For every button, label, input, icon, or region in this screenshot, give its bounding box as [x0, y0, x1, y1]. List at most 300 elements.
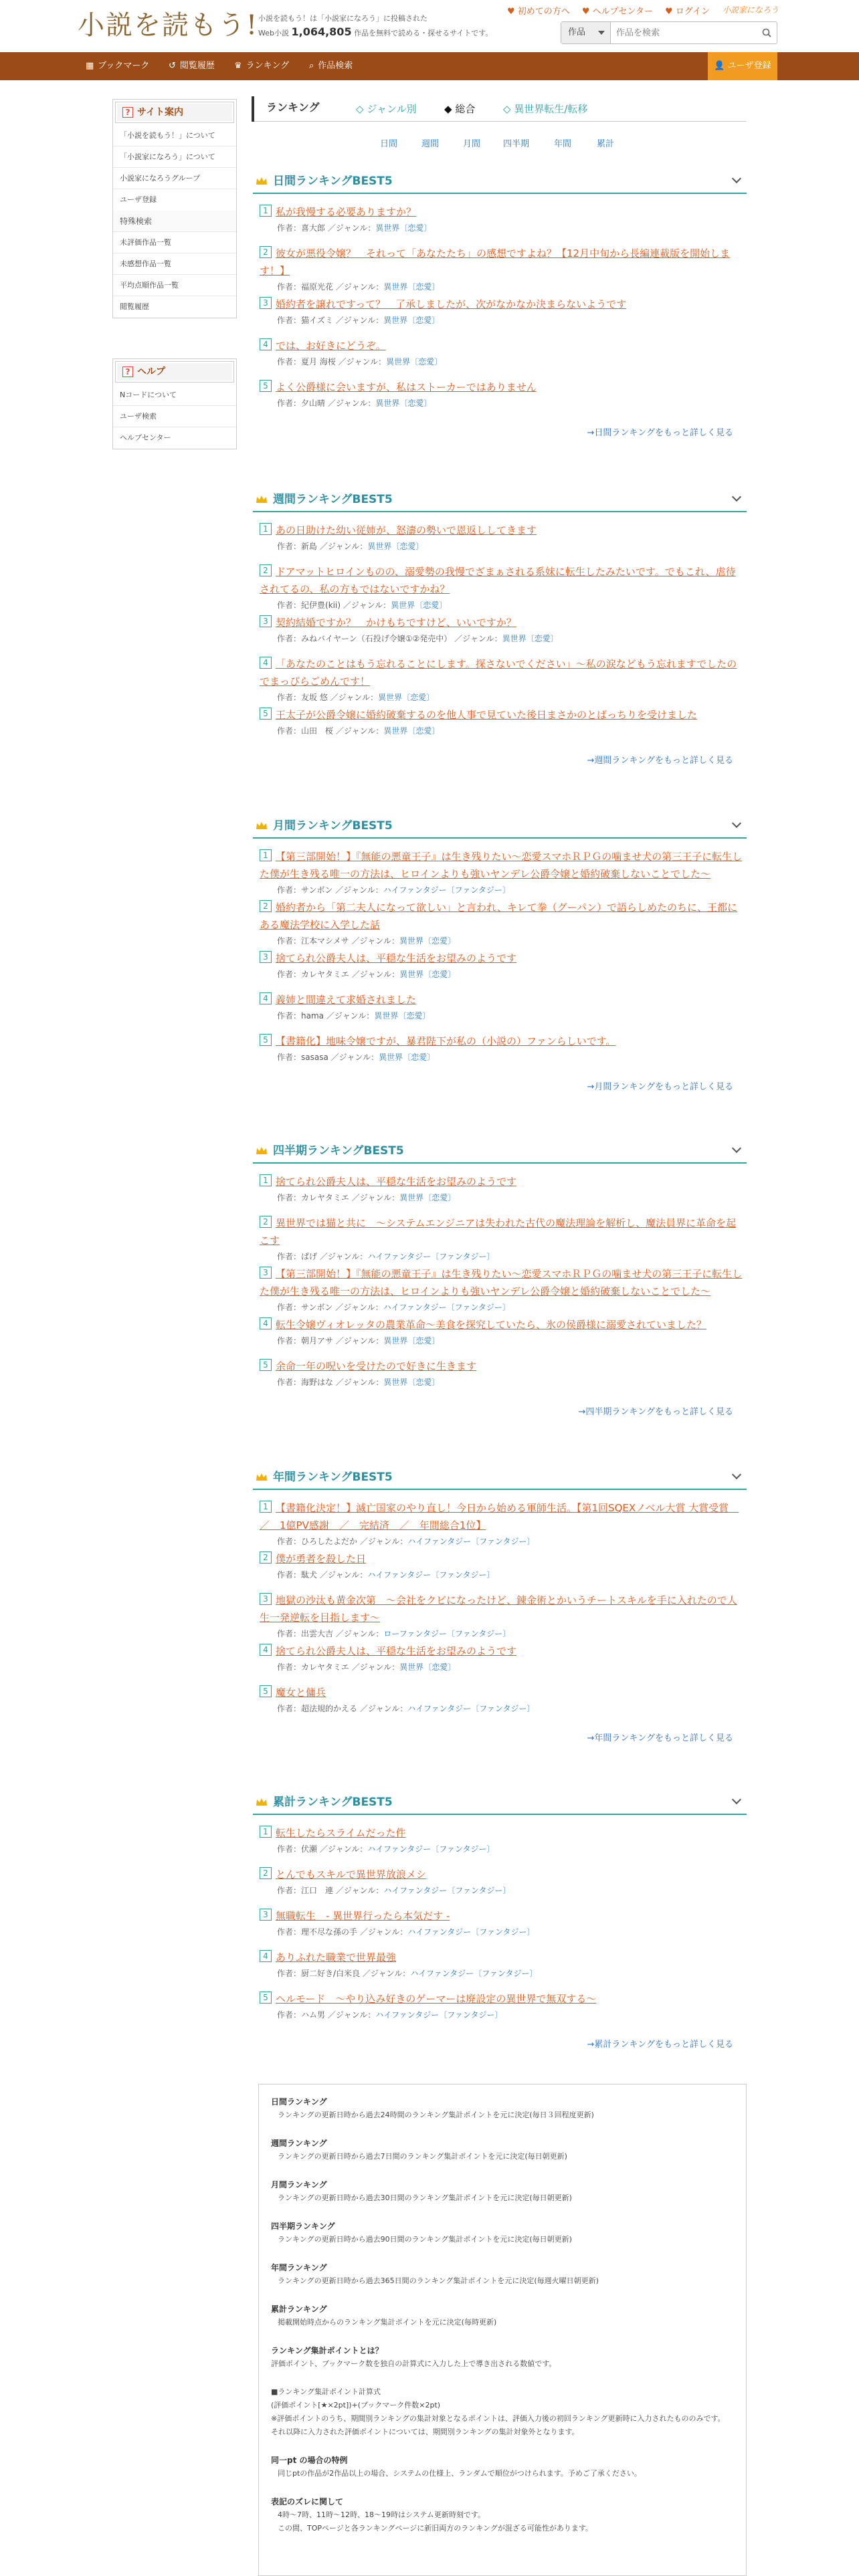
genre-label: ジャンル： — [343, 726, 384, 736]
genre-link[interactable]: ハイファンタジー〔ファンタジー〕 — [407, 1704, 535, 1713]
search-icon — [762, 28, 771, 37]
author-label: 作者： — [277, 542, 302, 551]
rank-badge: 3 — [260, 951, 272, 963]
rank-badge: 5 — [260, 1359, 272, 1371]
author-link[interactable]: 海野はな — [301, 1378, 334, 1387]
note-monthly-body: ランキングの更新日時から過去30日間のランキング集計ポイントを元に決定(毎日朝更新) — [278, 2193, 572, 2202]
ranking-item — [260, 563, 743, 613]
work-title-link[interactable]: 転生令嬢ヴィオレッタの農業革命～美食を探究していたら、氷の侯爵様に溺愛されていました？ — [276, 1319, 706, 1331]
chevron-down-icon[interactable] — [732, 1795, 741, 1804]
sidebar-guide-title-text: サイト案内 — [137, 107, 184, 118]
rank-badge: 1 — [260, 849, 272, 861]
work-title-link[interactable]: 【書籍化】地味令嬢ですが、暴君陛下が私の（小説の）ファンらしいです。 — [276, 1035, 616, 1047]
note-calc-remark-1: ※評価ポイントのうち、期間別ランキングの集計対象となるポイントは、評価入力後の初回ランキング更新時に入力されたもののみです。 — [271, 2414, 725, 2423]
author-link[interactable]: 夏月 海桜 — [301, 357, 336, 366]
work-title-link[interactable]: 義姉と間違えて求婚されました — [276, 994, 417, 1006]
note-tie-heading: 同一pt の場合の特例 — [271, 2456, 348, 2465]
work-title-link[interactable]: 捨てられ公爵夫人は、平穏な生活をお望みのようです — [276, 952, 517, 964]
author-label: 作者： — [277, 1969, 302, 1978]
author-label: 作者： — [277, 885, 302, 895]
genre-label: ジャンル： — [346, 357, 387, 366]
author-link[interactable]: 江本マシメサ — [301, 936, 349, 946]
ranking-item — [260, 522, 743, 554]
ranking-item — [260, 1173, 743, 1205]
sidebar-help-title-text: ヘルプ — [137, 366, 165, 377]
ranking-item — [260, 1990, 743, 2022]
author-link[interactable]: 喜大郎 — [301, 223, 326, 233]
work-title-link[interactable]: 契約結婚ですか？ かけもちですけど、いいですか？ — [276, 617, 516, 629]
author-link[interactable]: 紀伊豊(kii) — [301, 601, 341, 610]
work-title-link[interactable]: 無職転生 - 異世界行ったら本気だす - — [276, 1910, 450, 1922]
ranking-item — [260, 950, 743, 982]
ranking-item — [260, 1642, 743, 1675]
rank-badge: 5 — [260, 708, 272, 720]
subtab-weekly[interactable]: 週間 — [421, 139, 440, 149]
author-label: 作者： — [277, 1704, 302, 1713]
top-links — [507, 4, 710, 17]
genre-link[interactable]: 異世界〔恋愛〕 — [375, 223, 432, 233]
genre-label: ジャンル： — [343, 1629, 384, 1638]
genre-label: ジャンル： — [327, 542, 368, 551]
ranking-item — [260, 1866, 743, 1898]
genre-link[interactable]: 異世界〔恋愛〕 — [379, 1053, 436, 1062]
author-label: 作者： — [277, 399, 302, 408]
tagline-suffix: 作品を無料で読める・探せるサイトです。 — [354, 29, 493, 37]
ranking-item — [260, 991, 743, 1023]
rank-badge: 4 — [260, 1644, 272, 1656]
rank-badge: 2 — [260, 1867, 272, 1879]
bookmark-icon: ▦ — [86, 61, 94, 71]
sidebar-item-register[interactable]: ユーザ登録 — [120, 195, 157, 204]
note-point-body: 評価ポイント、ブックマーク数を独自の計算式に入力した上で導き出される数値です。 — [271, 2359, 557, 2368]
sidebar-help-title — [116, 362, 233, 382]
note-yearly-heading: 年間ランキング — [271, 2263, 327, 2272]
author-link[interactable]: カレヤタミエ — [301, 970, 349, 979]
genre-label: ジャンル： — [327, 1252, 368, 1261]
author-link[interactable]: サンボン — [301, 885, 333, 895]
genre-label: ジャンル： — [343, 1303, 383, 1312]
genre-link[interactable]: ハイファンタジー〔ファンタジー〕 — [410, 1969, 538, 1978]
note-calc-heading: ■ランキング集計ポイント計算式 — [271, 2387, 381, 2396]
work-title-link[interactable]: 婚約者から「第二夫人になって欲しい」と言われ、キレて拳（グーパン）で語らしめたのちに、王都にある魔法学校に入学した話 — [260, 901, 738, 931]
work-meta: 作者：sasasa ／ジャンル：異世界〔恋愛〕 — [277, 1053, 436, 1062]
site-tagline — [258, 12, 492, 40]
note-quarter-heading: 四半期ランキング — [271, 2222, 335, 2231]
rank-badge: 1 — [260, 205, 272, 217]
genre-link[interactable]: 異世界〔恋愛〕 — [383, 282, 440, 292]
subtab-monthly[interactable]: 月間 — [463, 139, 481, 149]
genre-label: ジャンル： — [327, 1570, 368, 1580]
author-link[interactable]: ぱげ — [301, 1252, 318, 1261]
author-link[interactable]: ひろしたよだか — [301, 1537, 358, 1546]
genre-link[interactable]: 異世界〔恋愛〕 — [378, 693, 435, 702]
nav-bookmark-label: ブックマーク — [98, 61, 150, 71]
rank-badge: 2 — [260, 564, 272, 576]
author-label: 作者： — [277, 1053, 302, 1062]
ranking-item — [260, 706, 743, 738]
work-meta: 作者：夕山晴 ／ジャンル：異世界〔恋愛〕 — [277, 399, 432, 408]
work-title-link[interactable]: 【第三部開始！】『無能の悪童王子』は生き残りたい～恋愛スマホＲＰＧの噛ませ犬の第三王子に転生した僕が生き残る唯一の方法は、ヒロインよりも強いヤンデレ公爵令嬢と婚約破棄しないことでした～ — [260, 1268, 743, 1297]
author-link[interactable]: みねバイヤーン（石投げ令嬢①②発売中） — [301, 634, 452, 643]
tab-isekai[interactable]: ◇ 異世界転生/転移 — [503, 103, 588, 115]
note-lag-body-1: 4時〜7時、11時〜12時、18〜19時はシステム更新時刻です。 — [278, 2510, 486, 2519]
author-label: 作者： — [277, 726, 302, 736]
rank-badge: 3 — [260, 1593, 272, 1605]
ranking-item — [260, 655, 743, 705]
search-input[interactable] — [611, 22, 757, 43]
work-meta: 作者：カレヤタミエ ／ジャンル：異世界〔恋愛〕 — [277, 970, 456, 979]
nav-ranking[interactable] — [234, 52, 289, 80]
author-label: 作者： — [277, 2010, 302, 2020]
work-meta: 作者：カレヤタミエ ／ジャンル：異世界〔恋愛〕 — [277, 1662, 456, 1672]
ranking-item — [260, 337, 743, 369]
ranking-item — [260, 1214, 743, 1264]
tab-genre-label: ジャンル別 — [367, 103, 417, 115]
chevron-down-icon[interactable] — [732, 819, 741, 828]
section-heading[interactable] — [253, 815, 747, 839]
work-title-link[interactable]: 婚約者を譲れですって？ 了承しましたが、次がなかなか決まらないようです — [276, 298, 627, 310]
section-title: 月間ランキングBEST5 — [273, 819, 393, 833]
rank-badge: 4 — [260, 338, 272, 350]
chevron-down-icon[interactable] — [732, 1470, 741, 1479]
nav-search-label: 作品検索 — [318, 61, 353, 71]
note-weekly-heading: 週間ランキング — [271, 2139, 327, 2148]
work-meta: 作者：ぱげ ／ジャンル：ハイファンタジー〔ファンタジー〕 — [277, 1252, 495, 1261]
rank-badge: 1 — [260, 523, 272, 535]
genre-link[interactable]: 異世界〔恋愛〕 — [367, 542, 424, 551]
nav-history-label: 閲覧履歴 — [179, 61, 215, 71]
nav-search[interactable] — [309, 52, 353, 80]
genre-label: ジャンル： — [334, 1011, 375, 1021]
author-link[interactable]: ハム男 — [301, 2010, 326, 2020]
link-login-label: ログイン — [675, 7, 710, 17]
work-meta: 作者：ハム男 ／ジャンル：ハイファンタジー〔ファンタジー〕 — [277, 2010, 503, 2020]
author-link[interactable]: 伏瀬 — [301, 1844, 318, 1854]
ranking-item — [260, 1499, 743, 1549]
rank-badge: 2 — [260, 246, 272, 258]
work-meta: 作者：超法規的かえる ／ジャンル：ハイファンタジー〔ファンタジー〕 — [277, 1704, 535, 1713]
genre-link[interactable]: 異世界〔恋愛〕 — [502, 634, 559, 643]
genre-label: ジャンル： — [335, 399, 376, 408]
section-heading[interactable] — [253, 1791, 747, 1815]
more-ranking-link[interactable]: →年間ランキングをもっと詳しく見る — [587, 1733, 733, 1743]
more-ranking-link[interactable]: →日間ランキングをもっと詳しく見る — [587, 428, 733, 438]
genre-label: ジャンル： — [335, 223, 376, 233]
ranking-notes — [258, 2084, 747, 2576]
work-meta: 作者：理不尽な孫の手 ／ジャンル：ハイファンタジー〔ファンタジー〕 — [277, 1927, 535, 1937]
search-box — [561, 21, 777, 44]
note-monthly-heading: 月間ランキング — [271, 2180, 327, 2189]
sidebar-item-group[interactable]: 小説家になろうグループ — [113, 168, 236, 189]
genre-label: ジャンル： — [343, 885, 383, 895]
author-label: 作者： — [277, 936, 302, 946]
ranking-item — [260, 1358, 743, 1390]
ranking-item — [260, 1684, 743, 1716]
work-title-link[interactable]: あの日助けた幼い従姉が、怒濤の勢いで恩返ししてきます — [276, 524, 537, 536]
work-title-link[interactable]: 彼女が悪役令嬢？ それって「あなたたち」の感想ですよね？【12月中旬から長編連載版を開始します！】 — [260, 247, 731, 277]
work-title-link[interactable]: ドアマットヒロインものの、溺愛勢の我慢でざまぁされる系妹に転生したみたいです。でもこれ、虐待されてるの、私の方もではないですかね？ — [260, 566, 736, 595]
author-link[interactable]: 夕山晴 — [301, 399, 326, 408]
nav-bookmark[interactable] — [86, 52, 149, 80]
section-title: 四半期ランキングBEST5 — [273, 1144, 404, 1158]
work-title-link[interactable]: 転生したらスライムだった件 — [276, 1827, 406, 1839]
genre-label: ジャンル： — [335, 2010, 376, 2020]
author-link[interactable]: 理不尽な孫の手 — [301, 1927, 358, 1937]
work-title-link[interactable]: よく公爵様に会いますが、私はストーカーではありません — [276, 381, 537, 393]
author-link[interactable]: カレヤタミエ — [301, 1193, 349, 1202]
genre-link[interactable]: 異世界〔恋愛〕 — [383, 726, 440, 736]
work-meta: 作者：朝月アサ ／ジャンル：異世界〔恋愛〕 — [277, 1336, 440, 1346]
more-ranking-link[interactable]: →週間ランキングをもっと詳しく見る — [587, 756, 733, 766]
author-link[interactable]: 福原光花 — [301, 282, 334, 292]
genre-link[interactable]: ハイファンタジー〔ファンタジー〕 — [407, 1927, 535, 1937]
author-label: 作者： — [277, 1378, 302, 1387]
rank-badge: 5 — [260, 1034, 272, 1046]
genre-link[interactable]: 異世界〔恋愛〕 — [391, 601, 448, 610]
sidebar-item-no-review[interactable]: 未感想作品一覧 — [113, 253, 236, 275]
note-total-body: 掲載開始時点からのランキング集計ポイントを元に決定(毎時更新) — [278, 2318, 497, 2327]
author-label: 作者： — [277, 1303, 302, 1312]
genre-link[interactable]: ハイファンタジー〔ファンタジー〕 — [375, 2010, 503, 2020]
author-label: 作者： — [277, 357, 302, 366]
register-button[interactable] — [708, 52, 777, 80]
work-title-link[interactable]: 王太子が公爵令嬢に婚約破棄するのを他人事で見ていた後日まさかのとばっちりを受けました — [276, 709, 698, 721]
genre-link[interactable]: ハイファンタジー〔ファンタジー〕 — [383, 1886, 511, 1895]
more-ranking-link[interactable]: →四半期ランキングをもっと詳しく見る — [578, 1407, 733, 1417]
author-link[interactable]: 駄犬 — [301, 1570, 318, 1580]
genre-label: ジャンル： — [359, 970, 400, 979]
user-icon: 👤 — [714, 61, 725, 71]
work-title-link[interactable]: 余命一年の呪いを受けたので好きに生きます — [276, 1360, 477, 1372]
genre-link[interactable]: 異世界〔恋愛〕 — [383, 1378, 440, 1387]
sidebar-item-history[interactable]: 閲覧履歴 — [120, 302, 149, 311]
work-title-link[interactable]: では、お好きにどうぞ。 — [276, 340, 386, 352]
ranking-tabbar — [252, 96, 747, 122]
author-label: 作者： — [277, 1193, 302, 1202]
work-meta: 作者：カレヤタミエ ／ジャンル：異世界〔恋愛〕 — [277, 1193, 456, 1202]
work-title-link[interactable]: 捨てられ公爵夫人は、平穏な生活をお望みのようです — [276, 1176, 517, 1188]
author-label: 作者： — [277, 282, 302, 292]
note-lag-body-2: この間、TOPページと各ランキングページに新旧両方のランキングが混ざる可能性があります。 — [278, 2524, 593, 2533]
crown-icon: ♛ — [234, 61, 242, 71]
genre-link[interactable]: 異世界〔恋愛〕 — [383, 1336, 440, 1346]
genre-link[interactable]: ローファンタジー〔ファンタジー〕 — [383, 1629, 511, 1638]
tab-genre[interactable]: ◇ ジャンル別 — [356, 103, 417, 115]
author-label: 作者： — [277, 1886, 302, 1895]
ranking-item — [260, 1316, 743, 1348]
sidebar-item-user-search[interactable]: ユーザ検索 — [113, 406, 236, 427]
genre-label: ジャンル： — [343, 316, 384, 325]
sidebar-guide-title — [116, 102, 233, 122]
work-meta: 作者：厨二好き/白米良 ／ジャンル：ハイファンタジー〔ファンタジー〕 — [277, 1969, 538, 1978]
author-link[interactable]: 山田 桜 — [301, 726, 334, 736]
sidebar-item-help-center[interactable]: ヘルプセンター — [120, 433, 171, 442]
work-title-link[interactable]: 私が我慢する必要ありますか？ — [276, 206, 417, 218]
author-link[interactable]: hama — [301, 1011, 324, 1021]
sister-site-logo[interactable]: 小説家になろう — [723, 5, 779, 15]
author-link[interactable]: 出雲大吉 — [301, 1629, 334, 1638]
search-icon: ⌕ — [309, 61, 314, 71]
genre-link[interactable]: 異世界〔恋愛〕 — [399, 1193, 456, 1202]
work-title-link[interactable]: ありふれた職業で世界最強 — [276, 1951, 397, 1963]
rank-badge: 3 — [260, 1909, 272, 1921]
author-link[interactable]: sasasa — [301, 1053, 328, 1062]
author-label: 作者： — [277, 1844, 302, 1854]
tagline-prefix: Web小説 — [258, 29, 289, 37]
work-meta: 作者：みねバイヤーン（石投げ令嬢①②発売中） ／ジャンル：異世界〔恋愛〕 — [277, 634, 559, 643]
author-link[interactable]: カレヤタミエ — [301, 1662, 349, 1672]
sidebar-item-about-yomou[interactable]: 「小説を読もう！」について — [113, 125, 236, 146]
work-title-link[interactable]: 【第三部開始！】『無能の悪童王子』は生き残りたい～恋愛スマホＲＰＧの噛ませ犬の第三王子に転生した僕が生き残る唯一の方法は、ヒロインよりも強いヤンデレ公爵令嬢と婚約破棄しないことでした～ — [260, 851, 743, 880]
work-meta: 作者：福原光花 ／ジャンル：異世界〔恋愛〕 — [277, 282, 440, 292]
search-button[interactable] — [757, 22, 777, 43]
author-link[interactable]: 江口 連 — [301, 1886, 334, 1895]
rank-badge: 1 — [260, 1826, 272, 1838]
work-title-link[interactable]: ヘルモード ～やり込み好きのゲーマーは廃設定の異世界で無双する～ — [276, 1993, 597, 2005]
nav-history[interactable] — [169, 52, 215, 80]
genre-link[interactable]: ハイファンタジー〔ファンタジー〕 — [407, 1537, 535, 1546]
section-heading[interactable] — [253, 170, 747, 194]
section-heading[interactable] — [253, 488, 747, 512]
work-title-link[interactable]: 異世界では猫と共に ～システムエンジニアは失われた古代の魔法理論を解析し、魔法員界に革命を起こす — [260, 1217, 737, 1247]
genre-label: ジャンル： — [327, 1844, 368, 1854]
section-heading[interactable] — [253, 1466, 747, 1490]
search-category-select[interactable]: 作品 — [561, 22, 611, 43]
work-meta: 作者：出雲大吉 ／ジャンル：ローファンタジー〔ファンタジー〕 — [277, 1629, 511, 1638]
note-total-heading: 累計ランキング — [271, 2304, 327, 2314]
rank-badge: 5 — [260, 1685, 272, 1697]
work-meta: 作者：ひろしたよだか ／ジャンル：ハイファンタジー〔ファンタジー〕 — [277, 1537, 535, 1546]
sidebar-item-about-narou[interactable]: 「小説家になろう」について — [113, 146, 236, 168]
work-meta: 作者：紀伊豊(kii) ／ジャンル：異世界〔恋愛〕 — [277, 601, 448, 610]
genre-link[interactable]: 異世界〔恋愛〕 — [375, 399, 432, 408]
genre-link[interactable]: ハイファンタジー〔ファンタジー〕 — [367, 1844, 495, 1854]
section-title: 週間ランキングBEST5 — [273, 493, 393, 506]
work-meta: 作者：友坂 悠 ／ジャンル：異世界〔恋愛〕 — [277, 693, 435, 702]
work-title-link[interactable]: 魔女と傭兵 — [276, 1687, 326, 1699]
sidebar-item-ncode[interactable]: Nコードについて — [113, 385, 236, 406]
subtab-daily[interactable]: 日間 — [380, 139, 398, 149]
work-title-link[interactable]: 僕が勇者を殺した日 — [276, 1553, 367, 1565]
site-header — [0, 0, 859, 52]
crown-icon — [256, 1473, 268, 1482]
work-title-link[interactable]: とんでもスキルで異世界放浪メシ — [276, 1868, 426, 1881]
author-label: 作者： — [277, 1927, 302, 1937]
more-ranking-link[interactable]: →累計ランキングをもっと詳しく見る — [587, 2040, 733, 2050]
ranking-item — [260, 1824, 743, 1856]
genre-link[interactable]: 異世界〔恋愛〕 — [386, 357, 443, 366]
genre-label: ジャンル： — [367, 1927, 408, 1937]
note-lag-heading: 表記のズレに関して — [271, 2497, 344, 2506]
work-title-link[interactable]: 【書籍化決定！】滅亡国家のやり直し！今日から始める軍師生活。【第1回SQEXノベル大賞 大賞受賞 ／ 1億PV感謝 ／ 完結済 ／ 年間総合1位】 — [260, 1502, 739, 1531]
more-ranking-link[interactable]: →月間ランキングをもっと詳しく見る — [587, 1082, 733, 1092]
link-login[interactable]: ♥ ログイン — [664, 7, 710, 17]
work-title-link[interactable]: 「あなたのことはもう忘れることにします。探さないでください」～私の涙などもう忘れますでしたのでまっぴらごめんです！ — [260, 658, 737, 687]
chevron-down-icon[interactable] — [732, 492, 741, 502]
link-first-time[interactable]: ♥ 初めての方へ — [507, 7, 570, 17]
genre-label: ジャンル： — [343, 1886, 384, 1895]
note-point-heading: ランキング集計ポイントとは？ — [271, 2346, 383, 2355]
genre-link[interactable]: ハイファンタジー〔ファンタジー〕 — [383, 885, 510, 895]
author-link[interactable]: 厨二好き/白米良 — [301, 1969, 361, 1978]
history-icon: ↺ — [169, 61, 176, 71]
genre-link[interactable]: 異世界〔恋愛〕 — [383, 316, 440, 325]
genre-link[interactable]: 異世界〔恋愛〕 — [399, 970, 456, 979]
genre-link[interactable]: ハイファンタジー〔ファンタジー〕 — [367, 1570, 495, 1580]
rank-badge: 4 — [260, 657, 272, 669]
genre-link[interactable]: 異世界〔恋愛〕 — [399, 1662, 456, 1672]
section-heading[interactable] — [253, 1140, 747, 1164]
sidebar-item-unrated[interactable]: 未評価作品一覧 — [113, 232, 236, 253]
chevron-down-icon[interactable] — [732, 1144, 741, 1153]
genre-label: ジャンル： — [359, 1193, 400, 1202]
rank-badge: 3 — [260, 1267, 272, 1279]
sidebar-item-average[interactable]: 平均点順作品一覧 — [113, 275, 236, 296]
author-label: 作者： — [277, 693, 302, 702]
genre-link[interactable]: ハイファンタジー〔ファンタジー〕 — [367, 1252, 495, 1261]
author-link[interactable]: 新島 — [301, 542, 318, 551]
link-first-time-label: 初めての方へ — [517, 7, 570, 17]
ranking-item — [260, 1033, 743, 1065]
work-meta: 作者：夏月 海桜 ／ジャンル：異世界〔恋愛〕 — [277, 357, 443, 366]
subtab-yearly[interactable]: 年間 — [554, 139, 572, 149]
tagline-line-1: 小説を読もう！は「小説家になろう」に投稿された — [258, 14, 427, 23]
work-meta: 作者：サンボン ／ジャンル：ハイファンタジー〔ファンタジー〕 — [277, 885, 510, 895]
tab-overall-label: 総合 — [455, 103, 476, 115]
genre-label: ジャンル： — [370, 1969, 411, 1978]
ranking-item — [260, 245, 743, 294]
author-link[interactable]: 友坂 悠 — [301, 693, 328, 702]
author-link[interactable]: 猫イズミ — [301, 316, 333, 325]
nav-ranking-label: ランキング — [246, 61, 290, 71]
author-link[interactable]: サンボン — [301, 1303, 333, 1312]
author-link[interactable]: 朝月アサ — [301, 1336, 334, 1346]
work-meta: 作者：駄犬 ／ジャンル：ハイファンタジー〔ファンタジー〕 — [277, 1570, 495, 1580]
genre-link[interactable]: 異世界〔恋愛〕 — [374, 1011, 431, 1021]
author-label: 作者： — [277, 316, 302, 325]
author-link[interactable]: 超法規的かえる — [301, 1704, 358, 1713]
work-meta: 作者：海野はな ／ジャンル：異世界〔恋愛〕 — [277, 1378, 440, 1387]
crown-icon — [256, 495, 268, 504]
chevron-down-icon[interactable] — [732, 174, 741, 183]
subtab-quarterly[interactable]: 四半期 — [503, 139, 530, 149]
genre-label: ジャンル： — [343, 1336, 384, 1346]
section-title: 累計ランキングBEST5 — [273, 1796, 393, 1809]
tab-overall[interactable]: ◆ 総合 — [444, 103, 476, 115]
note-daily-body: ランキングの更新日時から過去24時間のランキング集計ポイントを元に決定(毎日３回程度更新) — [278, 2111, 594, 2119]
author-label: 作者： — [277, 1336, 302, 1346]
register-label: ユーザ登録 — [727, 61, 771, 71]
work-title-link[interactable]: 地獄の沙汰も黄金次第 ～会社をクビになったけど、錬金術とかいうチートスキルを手に入れたので人生一発逆転を目指します～ — [260, 1594, 737, 1624]
work-meta: 作者：hama ／ジャンル：異世界〔恋愛〕 — [277, 1011, 431, 1021]
author-label: 作者： — [277, 1662, 302, 1672]
sidebar-guide — [112, 99, 237, 318]
subtab-total[interactable]: 累計 — [597, 139, 615, 149]
genre-link[interactable]: 異世界〔恋愛〕 — [399, 936, 456, 946]
author-label: 作者： — [277, 223, 302, 233]
genre-label: ジャンル： — [351, 601, 391, 610]
rank-badge: 2 — [260, 900, 272, 912]
work-title-link[interactable]: 捨てられ公爵夫人は、平穏な生活をお望みのようです — [276, 1645, 517, 1657]
genre-link[interactable]: ハイファンタジー〔ファンタジー〕 — [383, 1303, 510, 1312]
ranking-item — [260, 899, 743, 948]
work-meta: 作者：山田 桜 ／ジャンル：異世界〔恋愛〕 — [277, 726, 440, 736]
note-weekly-body: ランキングの更新日時から過去7日間のランキング集計ポイントを元に決定(毎日朝更新) — [278, 2152, 567, 2161]
link-help-center[interactable]: ♥ ヘルプセンター — [581, 7, 653, 17]
site-logo[interactable]: 小説を読もう! — [78, 10, 259, 41]
genre-label: ジャンル： — [338, 693, 379, 702]
rank-badge: 4 — [260, 1317, 272, 1329]
